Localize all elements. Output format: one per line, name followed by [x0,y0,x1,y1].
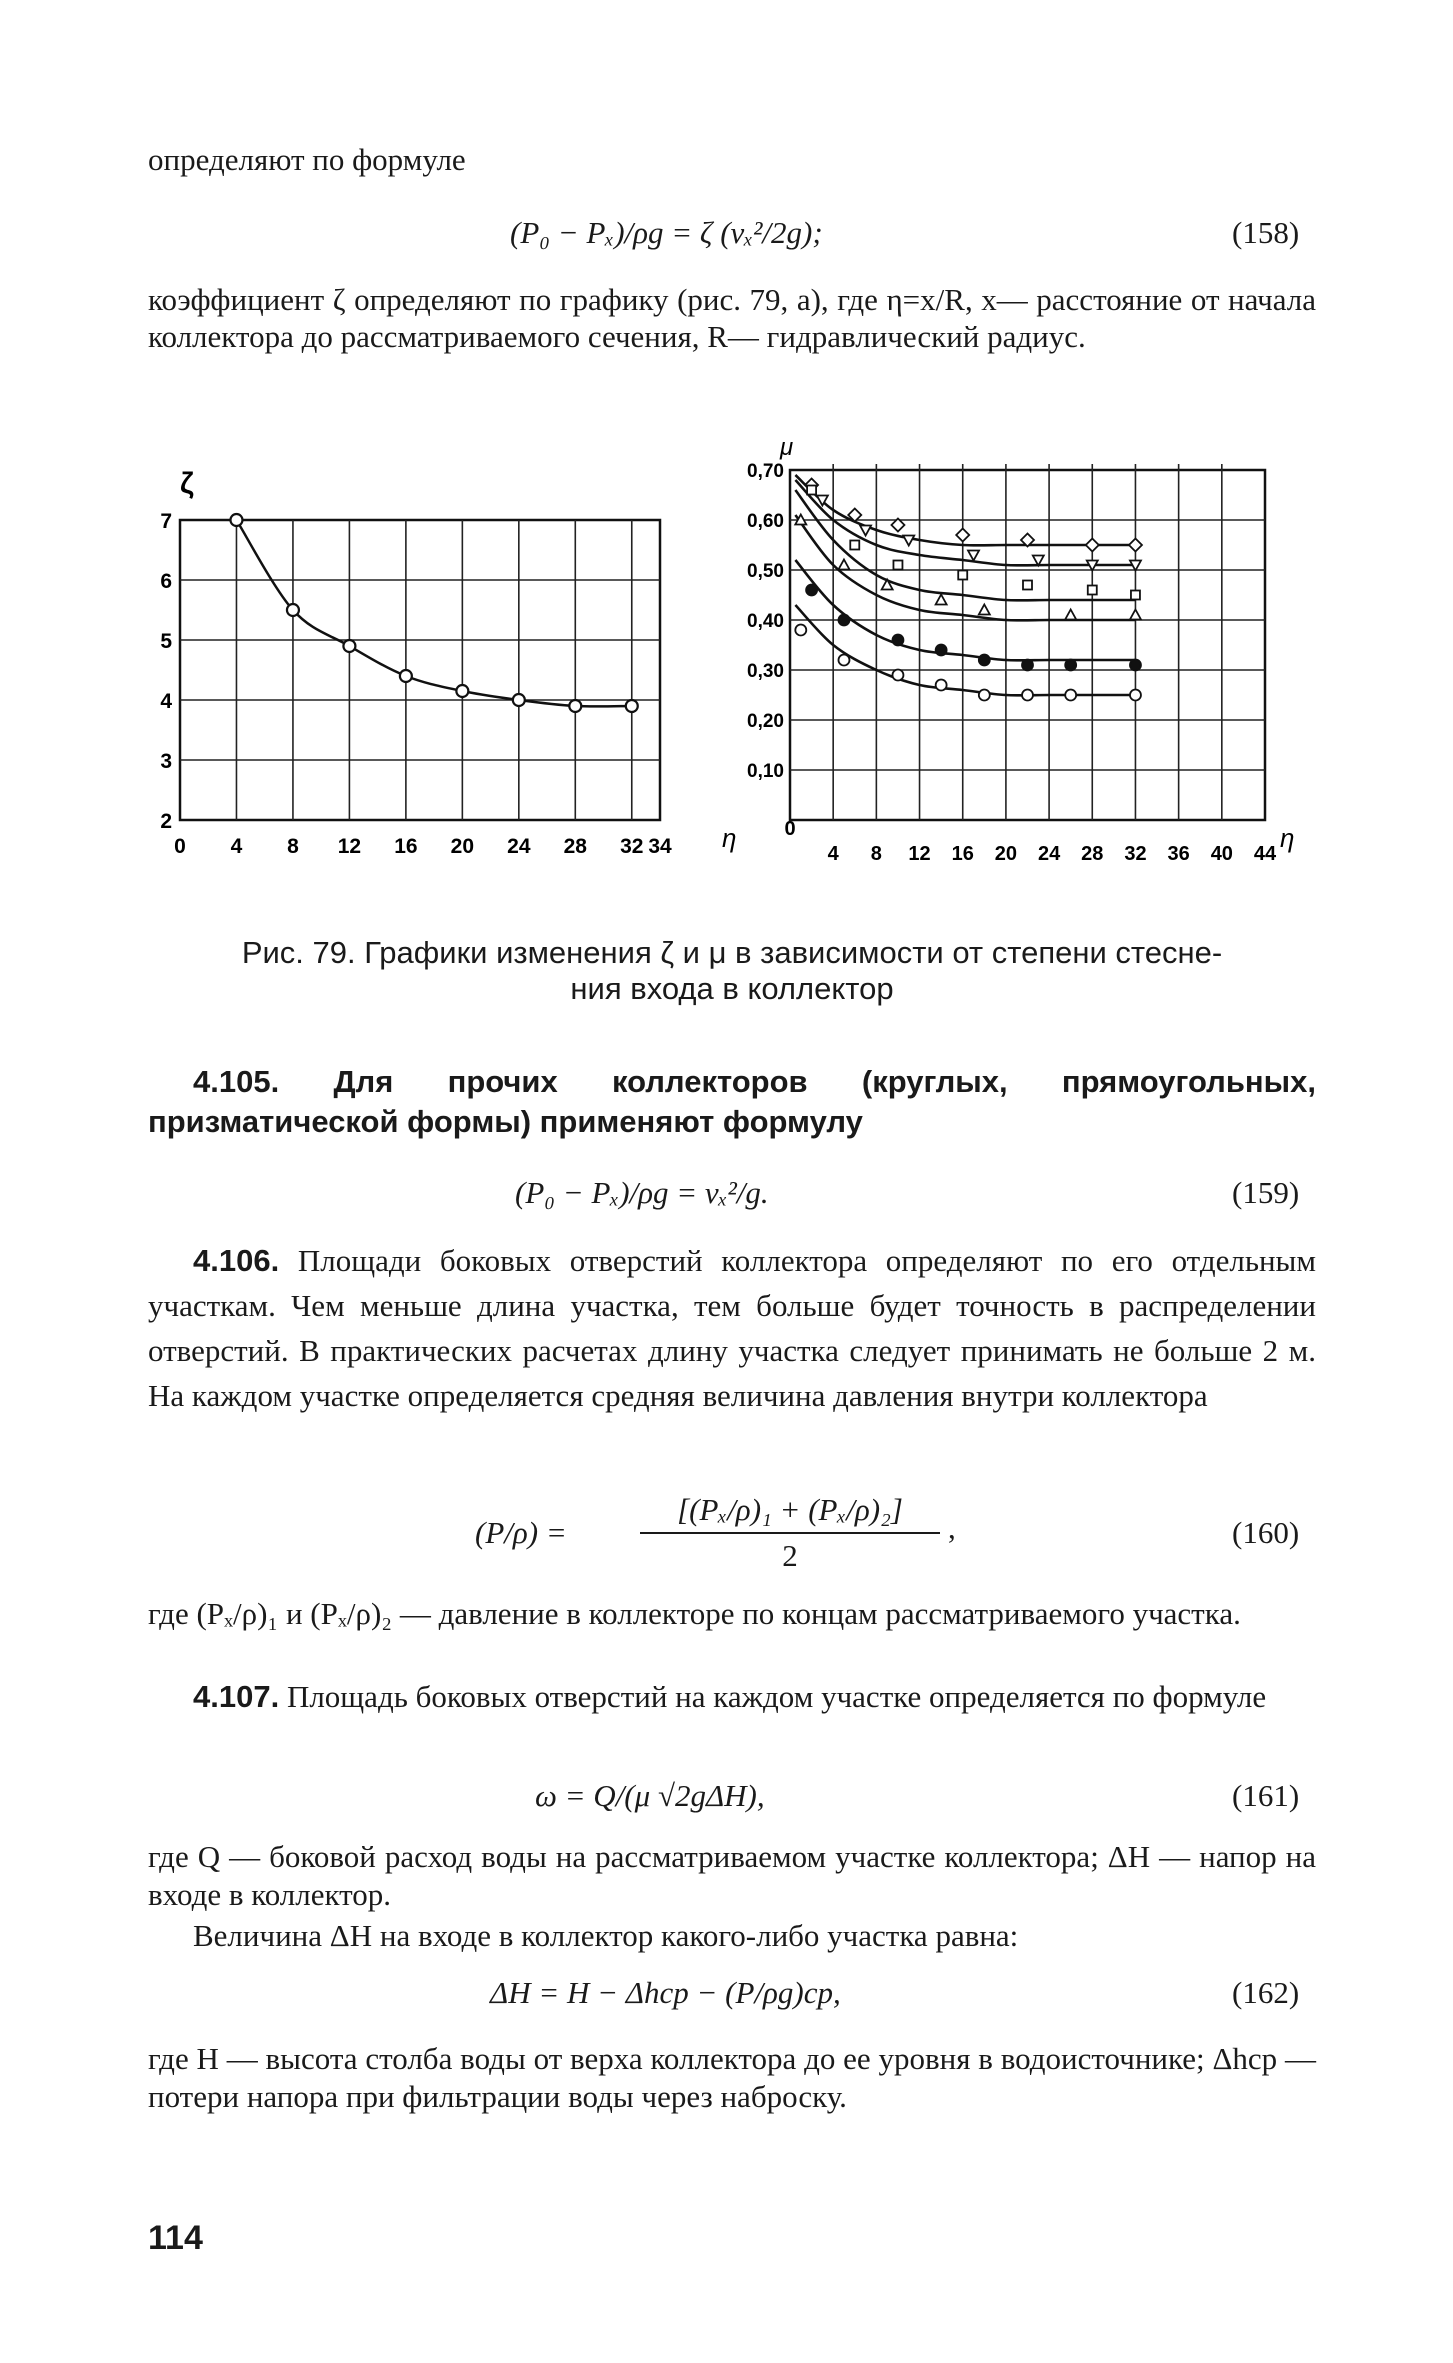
equation-161: ω = Q/(μ √2gΔH), [535,1778,765,1813]
mu-marker-square [850,541,859,550]
mu-marker-open-circle [1022,690,1033,701]
equation-159: (P₀ − Pₓ)/ρg = vₓ²/g. [515,1175,769,1210]
figure-79 [150,435,1320,875]
zeta-data-point [343,640,355,652]
mu-marker-filled-circle [979,655,990,666]
mu-marker-square [807,486,816,495]
mu-marker-open-circle [979,690,990,701]
mu-marker-filled-circle [936,645,947,656]
intro-paragraph: коэффициент ζ определяют по графику (рис. 79, a), где η=x/R, x— расстояние от начала коллектора до рассматриваемого сечения, R— гидравлический радиус. [148,282,1316,354]
intro-line: определяют по формуле [148,142,466,177]
equation-162-explanation: где H — высота столба воды от верха коллектора до ее уровня в водоисточнике; Δhср — потери напора при фильтрации воды через наброску. [148,2041,1316,2114]
zeta-x-tick: 34 [648,835,672,858]
zeta-data-point [569,700,581,712]
zeta-x-axis-label: η [722,823,737,853]
section-number: 4.105. [193,1064,280,1099]
mu-marker-diamond [1129,539,1142,552]
mu-y-tick: 0,70 [747,461,784,482]
zeta-data-point [513,694,525,706]
chart-zeta [160,467,736,858]
mu-marker-filled-circle [838,615,849,626]
zeta-y-tick: 5 [160,630,172,653]
mu-plot-frame [790,470,1265,820]
section-number: 4.107. [193,1679,280,1714]
equation-158: (P₀ − Pₓ)/ρg = ζ (vₓ²/2g); [510,215,823,250]
zeta-x-tick: 0 [174,835,186,858]
mu-marker-triangle [838,560,849,570]
mu-marker-filled-circle [892,635,903,646]
mu-x-tick: 16 [951,843,974,865]
mu-x-tick: 36 [1167,843,1190,865]
figure-caption [148,935,1316,1007]
caption-line-2: ния входа в коллектор [570,971,894,1006]
mu-y-tick: 0,60 [747,511,784,532]
zeta-data-point [287,604,299,616]
mu-axis-label: μ [780,435,794,461]
fraction-bar [640,1532,940,1534]
mu-marker-open-circle [892,670,903,681]
mu-y-tick: 0,10 [747,761,784,782]
caption-line-1: Рис. 79. Графики изменения ζ и μ в зависимости от степени стесне- [241,935,1223,970]
equation-160-numerator: [(Pₓ/ρ)₁ + (Pₓ/ρ)₂] [677,1492,903,1527]
section-text: Для прочих коллекторов (круглых, прямоугольных, призматической формы) применяют формулу [148,1064,1316,1139]
mu-marker-filled-circle [1022,660,1033,671]
equation-159-number: (159) [1232,1175,1300,1210]
mu-x-tick: 12 [908,843,931,865]
mu-x-tick: 20 [994,843,1018,865]
equation-160-lhs: (P/ρ) = [475,1515,567,1550]
mu-marker-triangle-down [860,526,871,536]
zeta-x-tick: 4 [230,835,243,858]
mu-marker-triangle [979,605,990,615]
mu-marker-triangle [1130,610,1141,620]
zeta-y-tick: 3 [160,750,172,773]
equation-158-number: (158) [1232,215,1300,250]
mu-y-tick: 0,40 [747,611,784,632]
zeta-x-tick: 28 [563,835,587,858]
mu-x-tick: 0 [784,818,796,840]
mu-x-tick: 44 [1253,843,1277,865]
section-text: Площадь боковых отверстий на каждом участке определяется по формуле [286,1679,1267,1714]
mu-marker-open-circle [795,625,806,636]
mu-x-tick: 40 [1210,843,1233,865]
mu-marker-filled-circle [1130,660,1141,671]
zeta-x-tick: 24 [507,835,531,858]
zeta-x-tick: 20 [450,835,475,858]
equation-161-number: (161) [1232,1778,1300,1813]
mu-marker-triangle [936,595,947,605]
mu-x-tick: 8 [870,843,882,865]
mu-marker-square [1023,581,1032,590]
mu-marker-square [1131,591,1140,600]
mu-x-tick: 32 [1124,843,1147,865]
equation-162: ΔH = H − Δhср − (P/ρg)ср, [490,1975,841,2010]
zeta-axis-label: ζ [180,467,194,500]
mu-x-tick: 28 [1081,843,1104,865]
zeta-data-point [456,685,468,697]
mu-marker-filled-circle [1065,660,1076,671]
equation-160-denominator: 2 [782,1538,798,1573]
zeta-x-tick: 32 [620,835,644,858]
equation-160-comma: , [948,1510,956,1545]
mu-marker-diamond [956,529,969,542]
zeta-plot-frame [180,520,660,820]
equation-160-number: (160) [1232,1515,1300,1550]
mu-marker-open-circle [1065,690,1076,701]
section-text: Площади боковых отверстий коллектора определяют по его отдельным участкам. Чем меньше длина участка, тем больше будет точность в распределении отверстий. В практических расчетах длину участка следует принимать не больше 2 м. На каждом участке определяется средняя величина давления внутри коллектора [148,1243,1316,1413]
mu-marker-square [1088,586,1097,595]
mu-marker-square [958,571,967,580]
section-number: 4.106. [193,1243,280,1278]
mu-marker-triangle-down [968,551,979,561]
zeta-y-tick: 7 [160,510,172,533]
mu-y-tick: 0,50 [747,561,784,582]
equation-162-number: (162) [1232,1975,1300,2010]
page-number: 114 [148,2219,203,2257]
section-4-105 [148,1062,1316,1142]
zeta-data-point [626,700,638,712]
mu-marker-filled-circle [806,585,817,596]
mu-x-tick: 4 [827,843,839,865]
zeta-x-tick: 8 [287,835,299,858]
mu-marker-open-circle [936,680,947,691]
mu-marker-triangle-down [903,536,914,546]
zeta-x-tick: 12 [337,835,362,858]
mu-y-tick: 0,20 [747,711,784,732]
zeta-data-point [400,670,412,682]
mu-x-tick: 24 [1037,843,1061,865]
equation-160-explanation: где (Pₓ/ρ)₁ и (Pₓ/ρ)₂ — давление в коллекторе по концам рассматриваемого участка. [148,1596,1241,1631]
mu-marker-square [893,561,902,570]
zeta-y-tick: 6 [160,570,172,593]
section-4-107 [148,1675,1316,1719]
zeta-x-tick: 16 [394,835,418,858]
zeta-data-point [230,514,242,526]
section-4-106 [148,1238,1316,1418]
mu-y-tick: 0,30 [747,661,784,682]
mu-marker-triangle [1065,610,1076,620]
mu-marker-open-circle [838,655,849,666]
zeta-y-tick: 2 [160,810,172,833]
delta-h-intro: Величина ΔH на входе в коллектор какого-либо участка равна: [193,1918,1019,1953]
mu-marker-diamond [1086,539,1099,552]
chart-mu [747,435,1294,865]
zeta-y-tick: 4 [160,690,172,713]
mu-x-axis-label: η [1280,823,1295,853]
mu-marker-open-circle [1130,690,1141,701]
equation-161-explanation: где Q — боковой расход воды на рассматриваемом участке коллектора; ΔH — напор на входе в коллектор. [148,1839,1316,1912]
